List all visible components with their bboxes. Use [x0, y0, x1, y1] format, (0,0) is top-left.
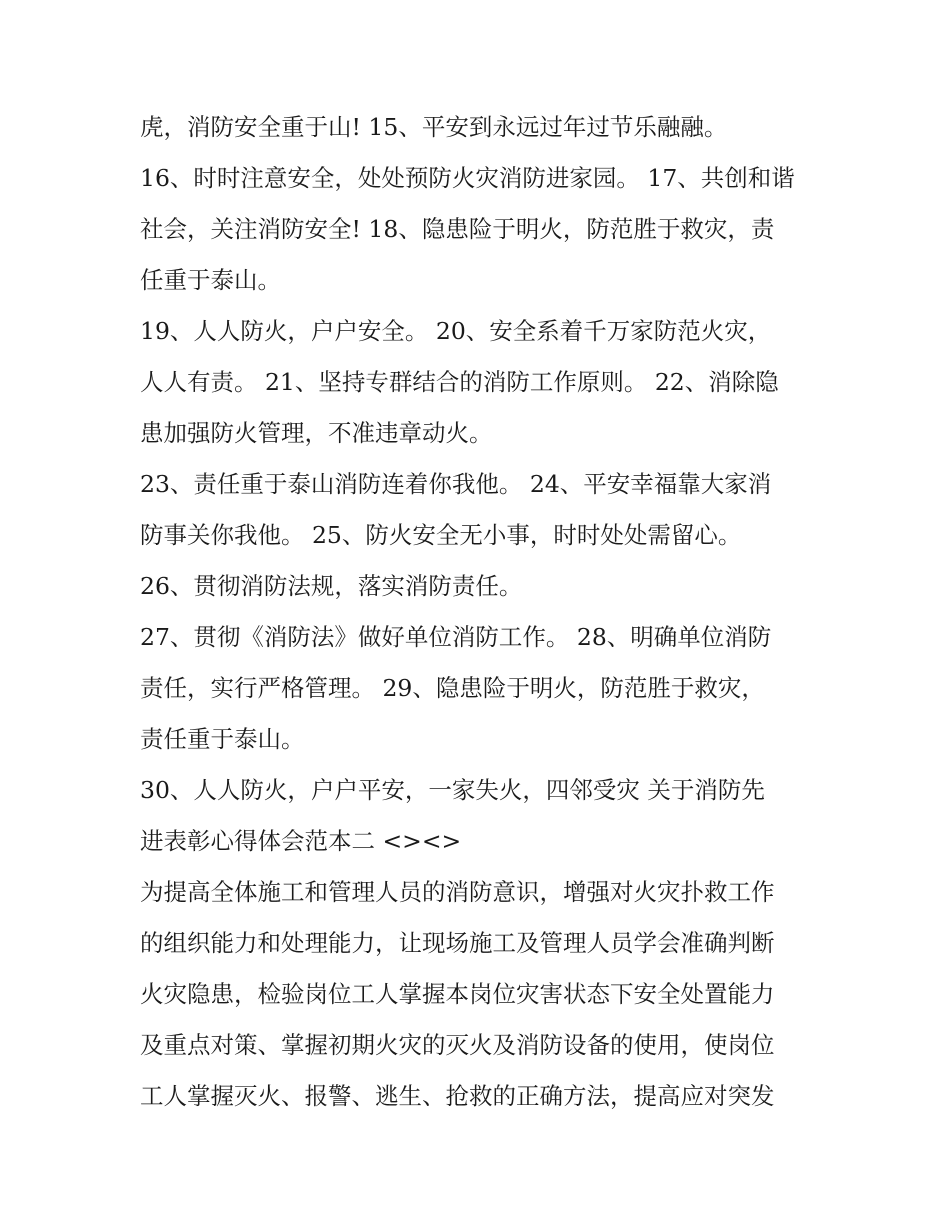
text-line: 责任重于泰山。 [140, 725, 305, 753]
text-line: 患加强防火管理，不准违章动火。 [140, 419, 493, 447]
text-line: 虎，消防安全重于山! 15、平安到永远过年过节乐融融。 [140, 113, 728, 141]
document-body [140, 102, 830, 1122]
text-line: 及重点对策、掌握初期火灾的灭火及消防设备的使用，使岗位 [140, 1031, 775, 1059]
text-line: 工人掌握灭火、报警、逃生、抢救的正确方法，提高应对突发 [140, 1082, 775, 1110]
text-line: 的组织能力和处理能力，让现场施工及管理人员学会准确判断 [140, 929, 775, 957]
text-line: 防事关你我他。 25、防火安全无小事，时时处处需留心。 [140, 521, 742, 549]
text-line: 23、责任重于泰山消防连着你我他。 24、平安幸福靠大家消 [140, 470, 772, 498]
text-line: 16、时时注意安全，处处预防火灾消防进家园。 17、共创和谐 [140, 164, 795, 192]
text-line: 火灾隐患，检验岗位工人掌握本岗位灾害状态下安全处置能力 [140, 980, 775, 1008]
text-line: 19、人人防火，户户安全。 20、安全系着千万家防范火灾， [140, 317, 772, 345]
text-line: 27、贯彻《消防法》做好单位消防工作。 28、明确单位消防 [140, 623, 772, 651]
text-line: 进表彰心得体会范本二 <><> [140, 827, 462, 855]
text-line: 26、贯彻消防法规，落实消防责任。 [140, 572, 523, 600]
text-line: 责任，实行严格管理。 29、隐患险于明火，防范胜于救灾， [140, 674, 765, 702]
text-line: 任重于泰山。 [140, 266, 281, 294]
text-line: 社会，关注消防安全! 18、隐患险于明火，防范胜于救灾，责 [140, 215, 775, 243]
text-line: 人人有责。 21、坚持专群结合的消防工作原则。 22、消除隐 [140, 368, 779, 396]
text-line: 为提高全体施工和管理人员的消防意识，增强对火灾扑救工作 [140, 878, 775, 906]
text-line: 30、人人防火，户户平安，一家失火，四邻受灾 关于消防先 [140, 776, 765, 804]
